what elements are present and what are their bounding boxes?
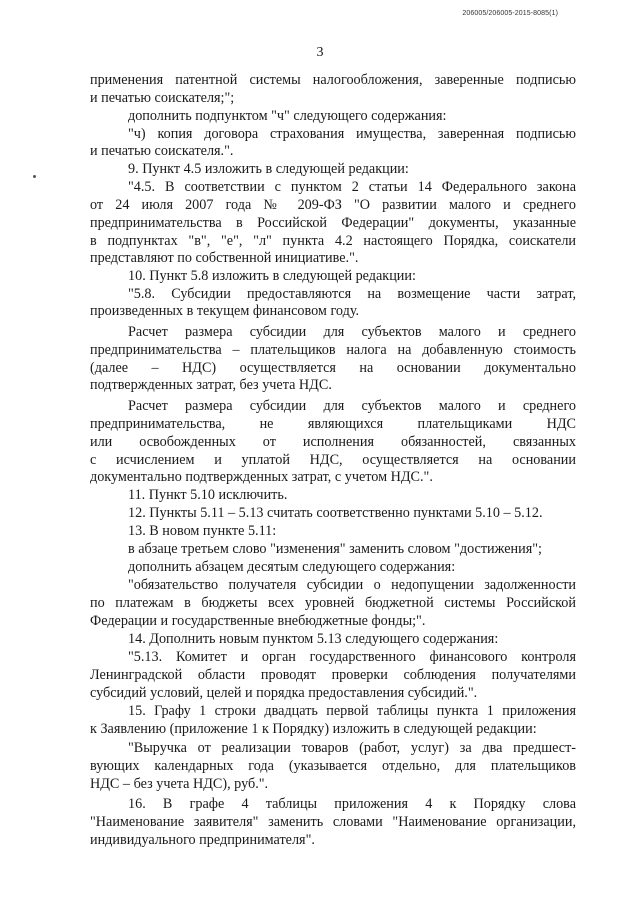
text-line: представляют по собственной инициативе.". xyxy=(90,250,359,266)
text-line: 16. В графе 4 таблицы приложения 4 к Порядку слова xyxy=(128,796,576,812)
text-line: индивидуального предпринимателя". xyxy=(90,832,315,848)
text-line: или освобожденных от исполнения обязанностей, связанных xyxy=(90,434,576,450)
text-line: подтвержденных затрат, без учета НДС. xyxy=(90,377,332,393)
text-line: в подпунктах "в", "е", "л" пункта 4.2 настоящего Порядка, соискатели xyxy=(90,233,576,249)
text-line: субсидий условий, целей и порядка предоставления субсидий.". xyxy=(90,685,478,701)
text-line: от 24 июля 2007 года № 209-ФЗ "О развитии малого и среднего xyxy=(90,197,576,213)
text-line: "ч) копия договора страхования имущества, заверенная подписью xyxy=(128,126,576,142)
text-line: "обязательство получателя субсидии о недопущении задолженности xyxy=(128,577,576,593)
text-line: 10. Пункт 5.8 изложить в следующей редакции: xyxy=(128,268,416,284)
text-line: 11. Пункт 5.10 исключить. xyxy=(128,487,288,503)
text-line: 13. В новом пункте 5.11: xyxy=(128,523,277,539)
text-line: предпринимательства – плательщиков налога на добавленную стоимость xyxy=(90,342,576,358)
text-line: Ленинградской области проводят проверки соблюдения получателями xyxy=(90,667,576,683)
text-line: 14. Дополнить новым пунктом 5.13 следующего содержания: xyxy=(128,631,499,647)
text-line: документально подтвержденных затрат, с учетом НДС.". xyxy=(90,469,433,485)
text-line: дополнить подпунктом "ч" следующего содержания: xyxy=(128,108,447,124)
text-line: к Заявлению (приложение 1 к Порядку) изложить в следующей редакции: xyxy=(90,721,537,737)
text-line: Федерации и государственные внебюджетные фонды;". xyxy=(90,613,426,629)
text-line: вующих календарных года (указывается отдельно, для плательщиков xyxy=(90,758,576,774)
text-line: предпринимательства в Российской Федерации" документы, указанные xyxy=(90,215,576,231)
text-line: 15. Графу 1 строки двадцать первой таблицы пункта 1 приложения xyxy=(128,703,576,719)
text-line: НДС – без учета НДС), руб.". xyxy=(90,776,269,792)
text-line: Расчет размера субсидии для субъектов малого и среднего xyxy=(128,398,576,414)
text-line: с исчислением и уплатой НДС, осуществляется на основании xyxy=(90,452,576,468)
text-line: "4.5. В соответствии с пунктом 2 статьи 14 Федерального закона xyxy=(128,179,576,195)
text-line: "5.8. Субсидии предоставляются на возмещение части затрат, xyxy=(128,286,576,302)
text-line: произведенных в текущем финансовом году. xyxy=(90,303,360,319)
text-line: и печатью соискателя.". xyxy=(90,143,234,159)
text-line: предпринимательства, не являющихся плательщиками НДС xyxy=(90,416,576,432)
text-line: "Наименование заявителя" заменить словами "Наименование организации, xyxy=(90,814,576,830)
text-line: Расчет размера субсидии для субъектов малого и среднего xyxy=(128,324,576,340)
text-line: "5.13. Комитет и орган государственного финансового контроля xyxy=(128,649,576,665)
text-line: и печатью соискателя;"; xyxy=(90,90,235,106)
text-line: 12. Пункты 5.11 – 5.13 считать соответственно пунктами 5.10 – 5.12. xyxy=(128,505,543,521)
text-line: в абзаце третьем слово "изменения" заменить словом "достижения"; xyxy=(128,541,542,557)
text-line: 9. Пункт 4.5 изложить в следующей редакции: xyxy=(128,161,409,177)
text-line: "Выручка от реализации товаров (работ, услуг) за два предшест- xyxy=(128,740,576,756)
document-code: 206005/206005-2015-8085(1) xyxy=(462,10,558,17)
text-line: дополнить абзацем десятым следующего содержания: xyxy=(128,559,456,575)
text-line: применения патентной системы налогообложения, заверенные подписью xyxy=(90,72,576,88)
page-number: 3 xyxy=(316,45,324,60)
text-line: (далее – НДС) осуществляется на основании документально xyxy=(90,360,576,376)
text-line: по платежам в бюджеты всех уровней бюджетной системы Российской xyxy=(90,595,576,611)
